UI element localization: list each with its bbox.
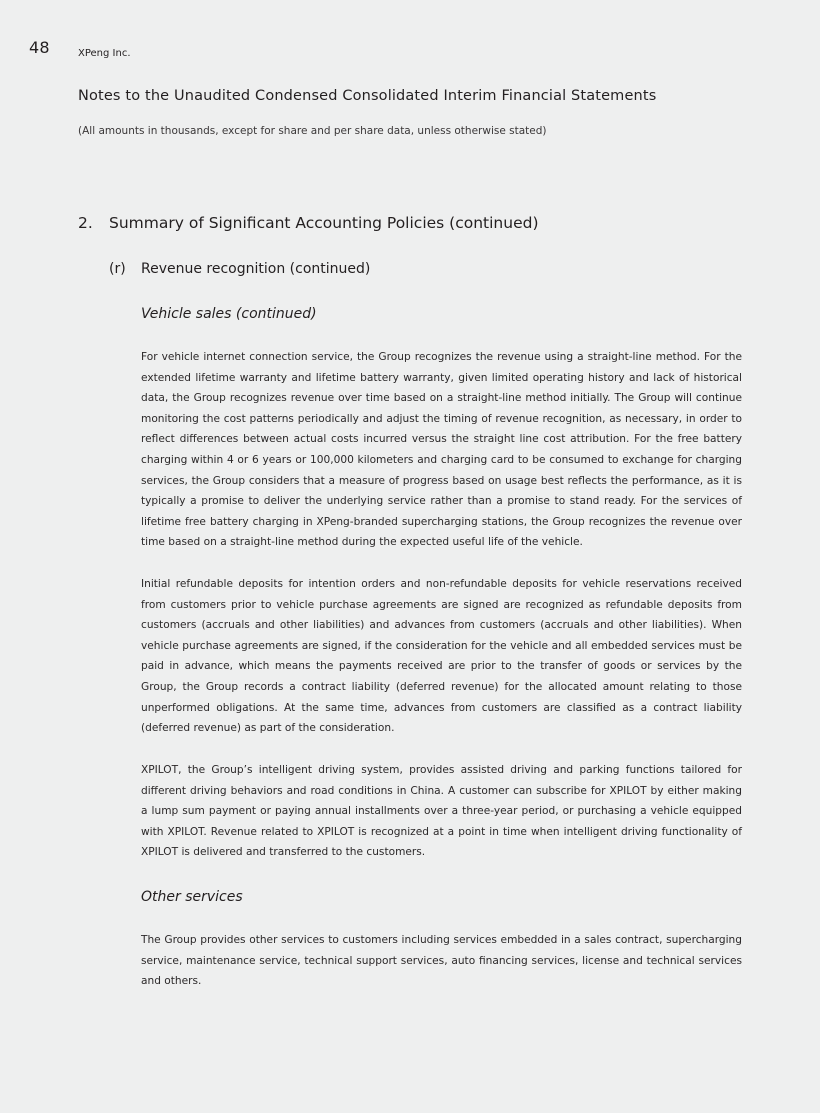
- subsection-heading: [109, 259, 370, 279]
- other-services-heading: Other services: [141, 889, 243, 905]
- subsection-number: (r): [109, 261, 126, 277]
- section-title: Summary of Significant Accounting Policies (continued): [109, 214, 539, 232]
- vehicle-sales-paragraph-3: XPILOT, the Group’s intelligent driving system, provides assisted driving and parking functions tailored for different driving behaviors and road conditions in China. A customer can subscribe for XPILOT by either making a lump sum payment or paying annual installments over a three-year period, or purchasing a vehicle equipped with XPILOT. Revenue related to XPILOT is recognized at a point in time when intelligent driving functionality of XPILOT is delivered and transferred to the customers.: [141, 764, 742, 859]
- section-number: 2.: [78, 214, 93, 232]
- vehicle-sales-paragraph-2: Initial refundable deposits for intention orders and non-refundable deposits for vehicle reservations received from customers prior to vehicle purchase agreements are signed are recognized as refundable deposits from customers (accruals and other liabilities) and advances from customers (accruals and other liabilities). When vehicle purchase agreements are signed, if the consideration for the vehicle and all embedded services must be paid in advance, which means the payments received are prior to the transfer of goods or services by the Group, the Group records a contract liability (deferred revenue) for the allocated amount relating to those unperformed obligations. At the same time, advances from customers are classified as a contract liability (deferred revenue) as part of the consideration.: [141, 578, 742, 735]
- vehicle-sales-heading: Vehicle sales (continued): [141, 306, 317, 322]
- amounts-note: (All amounts in thousands, except for share and per share data, unless otherwise stated): [78, 125, 547, 137]
- document-title: Notes to the Unaudited Condensed Consolidated Interim Financial Statements: [78, 88, 657, 104]
- section-heading: [78, 212, 539, 234]
- vehicle-sales-paragraph-1: For vehicle internet connection service, the Group recognizes the revenue using a straight-line method. For the extended lifetime warranty and lifetime battery warranty, given limited operating history and lack of historical data, the Group recognizes revenue over time based on a straight-line method initially. The Group will continue monitoring the cost patterns periodically and adjust the timing of revenue recognition, as necessary, in order to reflect differences between actual costs incurred versus the straight line cost attribution. For the free battery charging within 4 or 6 years or 100,000 kilometers and charging card to be consumed to exchange for charging services, the Group considers that a measure of progress based on usage best reflects the performance, as it is typically a promise to deliver the underlying service rather than a promise to stand ready. For the services of lifetime free battery charging in XPeng-branded supercharging stations, the Group recognizes the revenue over time based on a straight-line method during the expected useful life of the vehicle.: [141, 351, 742, 549]
- other-services-paragraph: The Group provides other services to customers including services embedded in a sales contract, supercharging service, maintenance service, technical support services, auto financing services, license and technical services and others.: [141, 934, 742, 988]
- page-number: 48: [29, 38, 50, 57]
- company-name: XPeng Inc.: [78, 48, 131, 59]
- subsection-title: Revenue recognition (continued): [141, 261, 371, 277]
